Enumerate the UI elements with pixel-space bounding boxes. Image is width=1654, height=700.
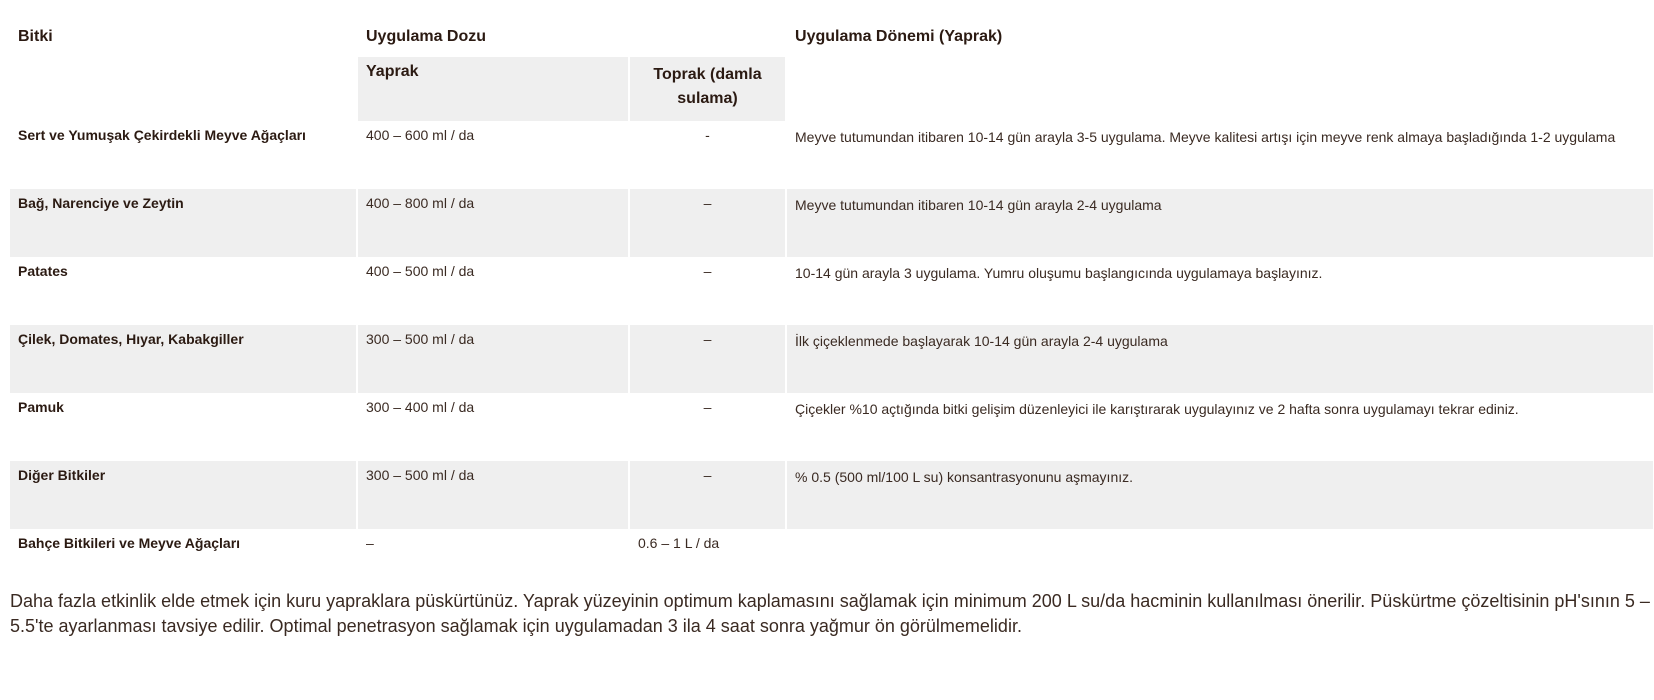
leaf-dose-cell: 300 – 500 ml / da (357, 461, 629, 529)
soil-dose-cell: – (629, 325, 786, 393)
crop-cell: Bahçe Bitkileri ve Meyve Ağaçları (10, 529, 357, 577)
period-cell: Meyve tutumundan itibaren 10-14 gün arayla 3-5 uygulama. Meyve kalitesi artışı için meyve renk almaya başladığında 1-2 uygulama (786, 121, 1654, 189)
leaf-dose-cell: 300 – 400 ml / da (357, 393, 629, 461)
leaf-dose-cell: 400 – 500 ml / da (357, 257, 629, 325)
crop-cell: Çilek, Domates, Hıyar, Kabakgiller (10, 325, 357, 393)
dose-table (10, 22, 1654, 577)
soil-dose-cell: – (629, 461, 786, 529)
header-period: Uygulama Dönemi (Yaprak) (786, 22, 1654, 121)
leaf-dose-cell: 300 – 500 ml / da (357, 325, 629, 393)
period-cell: 10-14 gün arayla 3 uygulama. Yumru oluşumu başlangıcında uygulamaya başlayınız. (786, 257, 1654, 325)
header-crop: Bitki (10, 22, 357, 121)
table-row (10, 189, 1654, 257)
soil-dose-cell: – (629, 393, 786, 461)
crop-cell: Patates (10, 257, 357, 325)
leaf-dose-cell: 400 – 600 ml / da (357, 121, 629, 189)
period-cell: Meyve tutumundan itibaren 10-14 gün arayla 2-4 uygulama (786, 189, 1654, 257)
period-cell: % 0.5 (500 ml/100 L su) konsantrasyonunu aşmayınız. (786, 461, 1654, 529)
soil-dose-cell: – (629, 257, 786, 325)
table-row (10, 325, 1654, 393)
leaf-dose-cell: 400 – 800 ml / da (357, 189, 629, 257)
crop-cell: Diğer Bitkiler (10, 461, 357, 529)
crop-cell: Pamuk (10, 393, 357, 461)
crop-cell: Bağ, Narenciye ve Zeytin (10, 189, 357, 257)
table-row (10, 529, 1654, 577)
soil-dose-cell: – (629, 189, 786, 257)
table-row (10, 121, 1654, 189)
header-dose: Uygulama Dozu (357, 22, 786, 57)
period-cell: Çiçekler %10 açtığında bitki gelişim düzenleyici ile karıştırarak uygulayınız ve 2 hafta sonra uygulamayı tekrar ediniz. (786, 393, 1654, 461)
table-row (10, 393, 1654, 461)
usage-note: Daha fazla etkinlik elde etmek için kuru yapraklara püskürtünüz. Yaprak yüzeyinin optimum kaplamasını sağlamak için minimum 200 L su/da hacminin kullanılması önerilir. Püskürtme çözeltisinin pH'sının 5 – 5.5'te ayarlanması tavsiye edilir. Optimal penetrasyon sağlamak için uygulamadan 3 ila 4 saat sonra yağmur ön görülmemelidir. (10, 591, 1650, 636)
header-row (10, 22, 1654, 57)
table-row (10, 257, 1654, 325)
header-leaf: Yaprak (357, 57, 629, 121)
crop-cell: Sert ve Yumuşak Çekirdekli Meyve Ağaçları (10, 121, 357, 189)
table-body (10, 121, 1654, 577)
leaf-dose-cell: – (357, 529, 629, 577)
soil-dose-cell: 0.6 – 1 L / da (629, 529, 786, 577)
table-header (10, 22, 1654, 121)
period-cell (786, 529, 1654, 577)
period-cell: İlk çiçeklenmede başlayarak 10-14 gün arayla 2-4 uygulama (786, 325, 1654, 393)
header-soil: Toprak (damla sulama) (629, 57, 786, 121)
table-row (10, 461, 1654, 529)
soil-dose-cell: - (629, 121, 786, 189)
